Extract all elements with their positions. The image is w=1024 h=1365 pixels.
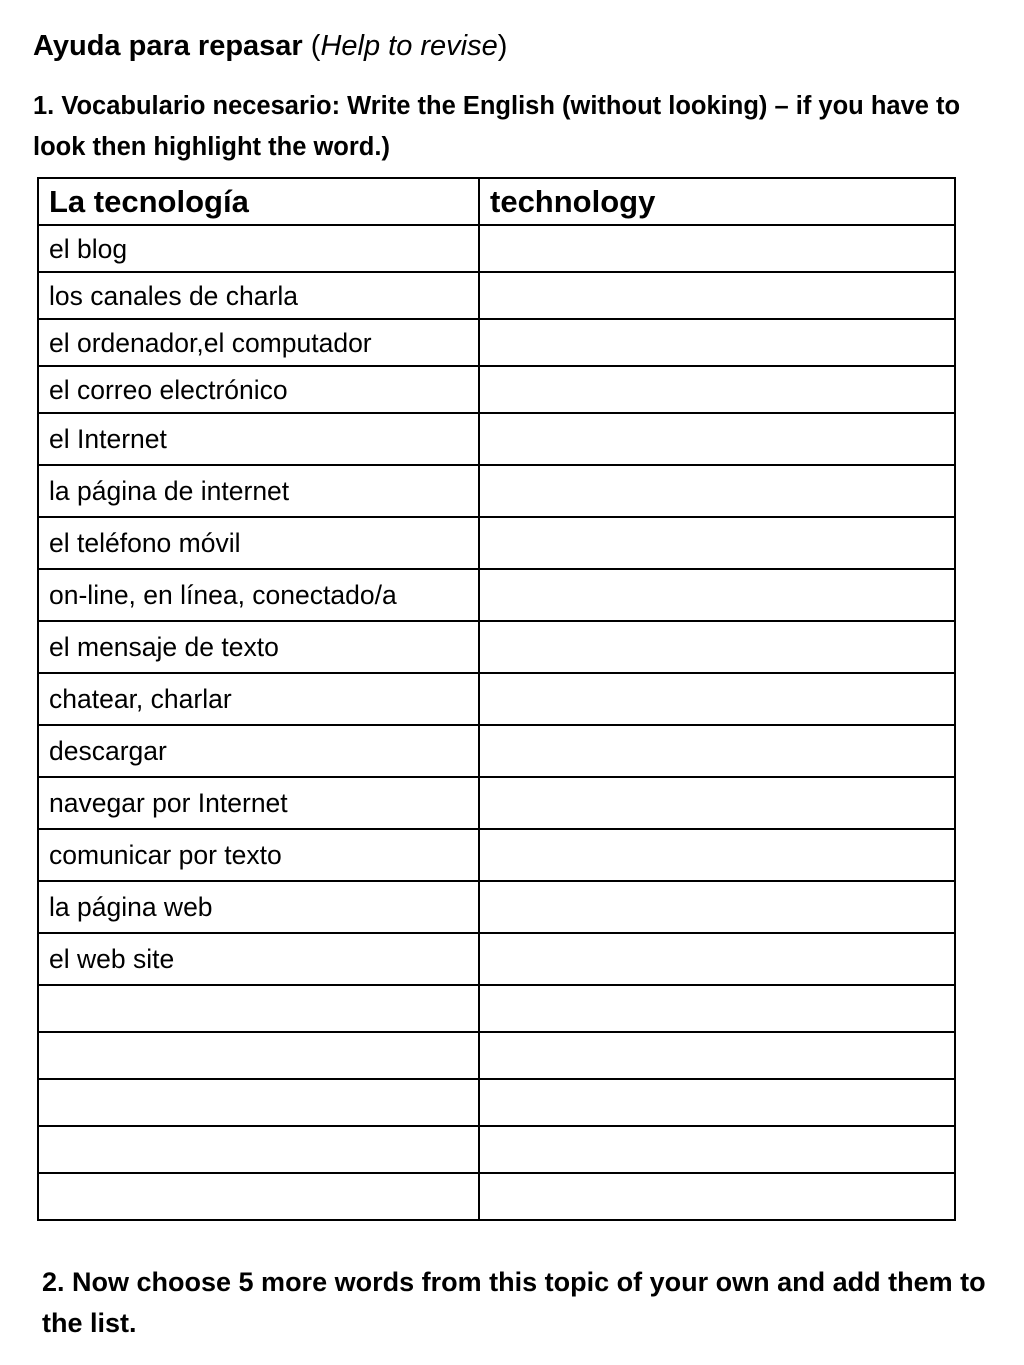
spanish-term-blank[interactable] bbox=[38, 1032, 479, 1079]
spanish-term: descargar bbox=[38, 725, 479, 777]
english-answer-cell[interactable] bbox=[479, 319, 955, 366]
instruction-text: 1. Vocabulario necesario: Write the English (without looking) – if you have to look then highlight the word.) bbox=[33, 92, 961, 161]
english-answer-cell[interactable] bbox=[479, 933, 955, 985]
empty-table-row bbox=[38, 1032, 955, 1079]
header-english: technology bbox=[479, 178, 955, 225]
table-row bbox=[38, 933, 955, 985]
spanish-term: el blog bbox=[38, 225, 479, 272]
table-row bbox=[38, 673, 955, 725]
title-subtitle: Help to revise bbox=[320, 30, 498, 62]
vocabulary-table bbox=[37, 177, 956, 1221]
spanish-term: la página de internet bbox=[38, 465, 479, 517]
table-row bbox=[38, 272, 955, 319]
spanish-term-blank[interactable] bbox=[38, 1173, 479, 1220]
english-answer-cell[interactable] bbox=[479, 1032, 955, 1079]
table-row bbox=[38, 319, 955, 366]
english-answer-cell[interactable] bbox=[479, 1173, 955, 1220]
spanish-term: la página web bbox=[38, 881, 479, 933]
table-row bbox=[38, 777, 955, 829]
title-open-paren: ( bbox=[302, 30, 321, 62]
spanish-term: el ordenador,el computador bbox=[38, 319, 479, 366]
english-answer-cell[interactable] bbox=[479, 272, 955, 319]
page-title bbox=[33, 26, 507, 66]
spanish-term: comunicar por texto bbox=[38, 829, 479, 881]
english-answer-cell[interactable] bbox=[479, 413, 955, 465]
english-answer-cell[interactable] bbox=[479, 621, 955, 673]
empty-table-row bbox=[38, 985, 955, 1032]
english-answer-cell[interactable] bbox=[479, 725, 955, 777]
title-main: Ayuda para repasar bbox=[33, 30, 303, 62]
english-answer-cell[interactable] bbox=[479, 517, 955, 569]
spanish-term: el mensaje de texto bbox=[38, 621, 479, 673]
english-answer-cell[interactable] bbox=[479, 1126, 955, 1173]
english-answer-cell[interactable] bbox=[479, 1079, 955, 1126]
spanish-term-blank[interactable] bbox=[38, 985, 479, 1032]
empty-table-row bbox=[38, 1079, 955, 1126]
empty-table-row bbox=[38, 1126, 955, 1173]
spanish-term-blank[interactable] bbox=[38, 1126, 479, 1173]
english-answer-cell[interactable] bbox=[479, 225, 955, 272]
table-row bbox=[38, 517, 955, 569]
english-answer-cell[interactable] bbox=[479, 673, 955, 725]
english-answer-cell[interactable] bbox=[479, 569, 955, 621]
header-spanish: La tecnología bbox=[38, 178, 479, 225]
table-row bbox=[38, 225, 955, 272]
empty-table-row bbox=[38, 1173, 955, 1220]
english-answer-cell[interactable] bbox=[479, 829, 955, 881]
spanish-term: on-line, en línea, conectado/a bbox=[38, 569, 479, 621]
spanish-term: los canales de charla bbox=[38, 272, 479, 319]
title-close-paren: ) bbox=[497, 30, 508, 62]
table-row bbox=[38, 413, 955, 465]
spanish-term: el web site bbox=[38, 933, 479, 985]
spanish-term: el Internet bbox=[38, 413, 479, 465]
english-answer-cell[interactable] bbox=[479, 366, 955, 413]
footer-instruction: 2. Now choose 5 more words from this topic of your own and add them to the list. bbox=[42, 1267, 986, 1338]
table-row bbox=[38, 881, 955, 933]
english-answer-cell[interactable] bbox=[479, 985, 955, 1032]
table-row bbox=[38, 569, 955, 621]
table-header-row bbox=[38, 178, 955, 225]
spanish-term: el teléfono móvil bbox=[38, 517, 479, 569]
spanish-term: el correo electrónico bbox=[38, 366, 479, 413]
table-row bbox=[38, 621, 955, 673]
table-row bbox=[38, 465, 955, 517]
table-row bbox=[38, 829, 955, 881]
spanish-term: chatear, charlar bbox=[38, 673, 479, 725]
table-row bbox=[38, 725, 955, 777]
english-answer-cell[interactable] bbox=[479, 777, 955, 829]
spanish-term-blank[interactable] bbox=[38, 1079, 479, 1126]
english-answer-cell[interactable] bbox=[479, 465, 955, 517]
spanish-term: navegar por Internet bbox=[38, 777, 479, 829]
table-row bbox=[38, 366, 955, 413]
english-answer-cell[interactable] bbox=[479, 881, 955, 933]
